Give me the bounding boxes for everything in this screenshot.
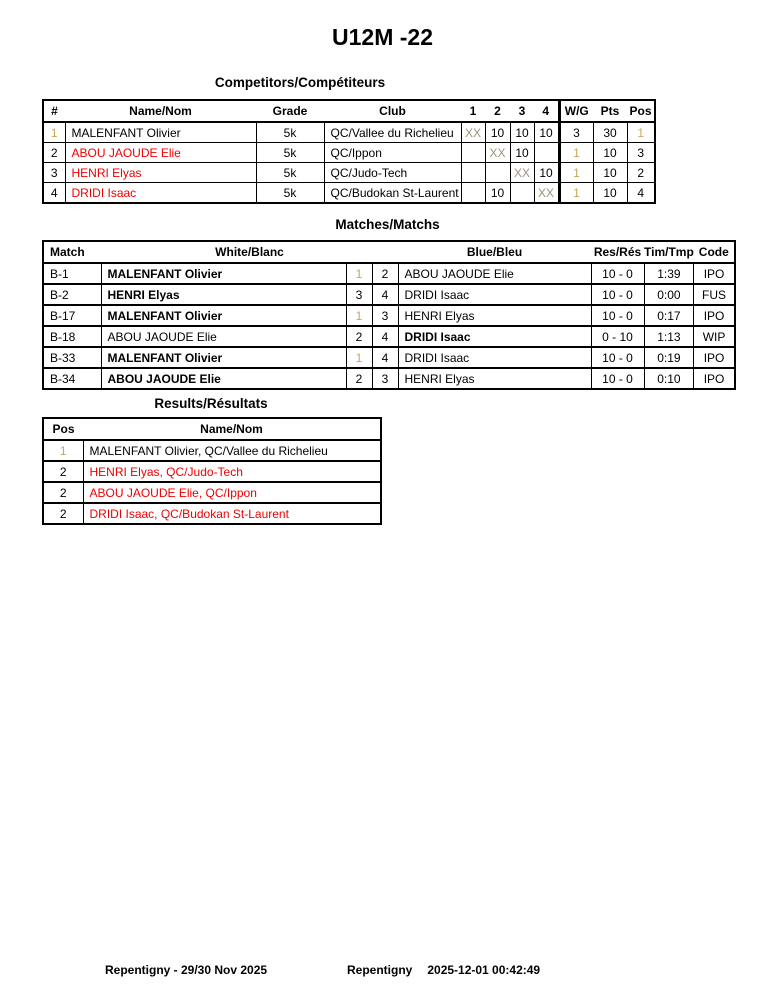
matches-table <box>42 240 736 390</box>
match-id-cell: B-2 <box>43 284 101 305</box>
grid-cell-2 <box>485 163 510 183</box>
time-cell: 0:00 <box>644 284 694 305</box>
code-cell: IPO <box>694 305 735 326</box>
result-cell: 10 - 0 <box>591 263 644 284</box>
grid-cell-4: 10 <box>534 122 559 143</box>
white-header: White/Blanc <box>101 241 398 263</box>
wins-cell: 1 <box>559 143 593 163</box>
competitors-table <box>42 99 656 204</box>
page-title: U12M -22 <box>332 24 433 50</box>
points-header: Pts <box>593 100 627 122</box>
time-cell: 0:10 <box>644 368 694 389</box>
grid-cell-2: 10 <box>485 122 510 143</box>
position-cell: 2 <box>627 163 655 183</box>
white-name-cell: ABOU JAOUDE Elie <box>101 368 346 389</box>
club-cell: QC/Budokan St-Laurent <box>324 183 461 204</box>
code-cell: WIP <box>694 326 735 347</box>
result-row <box>43 503 381 524</box>
blue-number-cell: 3 <box>372 368 398 389</box>
competitor-name-cell: DRIDI Isaac <box>65 183 256 204</box>
club-cell: QC/Vallee du Richelieu <box>324 122 461 143</box>
grid-cell-3: 10 <box>510 143 534 163</box>
blue-number-cell: 4 <box>372 326 398 347</box>
white-name-cell: MALENFANT Olivier <box>101 305 346 326</box>
club-header: Club <box>324 100 461 122</box>
blue-name-cell: DRIDI Isaac <box>398 347 591 368</box>
grid-cell-1 <box>461 183 485 204</box>
position-cell: 2 <box>43 503 83 524</box>
blue-name-cell: DRIDI Isaac <box>398 326 591 347</box>
match-row <box>43 263 735 284</box>
results-table <box>42 417 382 525</box>
competitor-number-cell: 3 <box>43 163 65 183</box>
name-header: Name/Nom <box>65 100 256 122</box>
venue-text: Repentigny <box>347 963 413 977</box>
result-row <box>43 440 381 461</box>
grid-cell-3 <box>510 183 534 204</box>
blue-name-cell: ABOU JAOUDE Elie <box>398 263 591 284</box>
white-name-cell: MALENFANT Olivier <box>101 263 346 284</box>
competitor-row <box>43 163 655 183</box>
match-row <box>43 284 735 305</box>
wins-cell: 1 <box>559 183 593 204</box>
position-header: Pos <box>627 100 655 122</box>
position-cell: 1 <box>627 122 655 143</box>
grade-cell: 5k <box>256 163 324 183</box>
grid-cell-1 <box>461 143 485 163</box>
position-cell: 1 <box>43 440 83 461</box>
position-cell: 2 <box>43 461 83 482</box>
results-section-heading: Results/Résultats <box>154 396 268 411</box>
match-row <box>43 305 735 326</box>
match-id-cell: B-17 <box>43 305 101 326</box>
result-name-cell: DRIDI Isaac, QC/Budokan St-Laurent <box>83 503 381 524</box>
competitor-row <box>43 183 655 204</box>
blue-number-cell: 2 <box>372 263 398 284</box>
competitor-name-cell: ABOU JAOUDE Elie <box>65 143 256 163</box>
competitor-row <box>43 122 655 143</box>
points-cell: 10 <box>593 163 627 183</box>
result-header: Res/Rés <box>591 241 644 263</box>
match-id-cell: B-18 <box>43 326 101 347</box>
wins-cell: 3 <box>559 122 593 143</box>
competitor-name-cell: HENRI Elyas <box>65 163 256 183</box>
code-cell: IPO <box>694 347 735 368</box>
wins-cell: 1 <box>559 163 593 183</box>
time-cell: 0:17 <box>644 305 694 326</box>
competitor-name-cell: MALENFANT Olivier <box>65 122 256 143</box>
grade-cell: 5k <box>256 122 324 143</box>
white-name-cell: HENRI Elyas <box>101 284 346 305</box>
position-header: Pos <box>43 418 83 440</box>
result-row <box>43 461 381 482</box>
result-name-cell: HENRI Elyas, QC/Judo-Tech <box>83 461 381 482</box>
points-cell: 30 <box>593 122 627 143</box>
blue-number-cell: 4 <box>372 347 398 368</box>
white-number-cell: 3 <box>346 284 372 305</box>
club-cell: QC/Judo-Tech <box>324 163 461 183</box>
position-cell: 3 <box>627 143 655 163</box>
points-cell: 10 <box>593 143 627 163</box>
event-date-text: Repentigny - 29/30 Nov 2025 <box>105 963 268 977</box>
grid-header-1: 1 <box>461 100 485 122</box>
grid-header-3: 3 <box>510 100 534 122</box>
grid-cell-1: XX <box>461 122 485 143</box>
blue-name-cell: DRIDI Isaac <box>398 284 591 305</box>
white-number-cell: 2 <box>346 326 372 347</box>
result-name-cell: MALENFANT Olivier, QC/Vallee du Richelieu <box>83 440 381 461</box>
result-name-cell: ABOU JAOUDE Elie, QC/Ippon <box>83 482 381 503</box>
blue-name-cell: HENRI Elyas <box>398 368 591 389</box>
blue-header: Blue/Bleu <box>398 241 591 263</box>
grid-cell-4: XX <box>534 183 559 204</box>
match-row <box>43 347 735 368</box>
grade-header: Grade <box>256 100 324 122</box>
time-cell: 1:13 <box>644 326 694 347</box>
result-cell: 10 - 0 <box>591 284 644 305</box>
white-number-cell: 1 <box>346 347 372 368</box>
white-number-cell: 1 <box>346 305 372 326</box>
result-cell: 10 - 0 <box>591 305 644 326</box>
match-row <box>43 368 735 389</box>
points-cell: 10 <box>593 183 627 204</box>
grid-cell-1 <box>461 163 485 183</box>
result-cell: 10 - 0 <box>591 347 644 368</box>
match-id-cell: B-34 <box>43 368 101 389</box>
grid-cell-4 <box>534 143 559 163</box>
code-cell: FUS <box>694 284 735 305</box>
white-number-cell: 1 <box>346 263 372 284</box>
grid-header-4: 4 <box>534 100 559 122</box>
competitor-number-cell: 4 <box>43 183 65 204</box>
grade-cell: 5k <box>256 143 324 163</box>
matches-header-row <box>43 241 735 263</box>
datetime-text: 2025-12-01 00:42:49 <box>427 963 541 977</box>
wins-header: W/G <box>559 100 593 122</box>
result-row <box>43 482 381 503</box>
grid-cell-3: 10 <box>510 122 534 143</box>
code-cell: IPO <box>694 368 735 389</box>
time-cell: 0:19 <box>644 347 694 368</box>
white-number-cell: 2 <box>346 368 372 389</box>
results-header-row <box>43 418 381 440</box>
time-cell: 1:39 <box>644 263 694 284</box>
position-cell: 4 <box>627 183 655 204</box>
competitor-row <box>43 143 655 163</box>
time-header: Tim/Tmp <box>644 241 694 263</box>
match-row <box>43 326 735 347</box>
grade-cell: 5k <box>256 183 324 204</box>
code-header: Code <box>694 241 735 263</box>
grid-cell-2: 10 <box>485 183 510 204</box>
number-header: # <box>43 100 65 122</box>
match-header: Match <box>43 241 101 263</box>
position-cell: 2 <box>43 482 83 503</box>
competitors-header-row <box>43 100 655 122</box>
blue-name-cell: HENRI Elyas <box>398 305 591 326</box>
club-cell: QC/Ippon <box>324 143 461 163</box>
competitor-number-cell: 1 <box>43 122 65 143</box>
competitors-section-heading: Competitors/Compétiteurs <box>214 75 386 90</box>
competitor-number-cell: 2 <box>43 143 65 163</box>
grid-header-2: 2 <box>485 100 510 122</box>
white-name-cell: ABOU JAOUDE Elie <box>101 326 346 347</box>
grid-cell-4: 10 <box>534 163 559 183</box>
result-cell: 0 - 10 <box>591 326 644 347</box>
match-id-cell: B-1 <box>43 263 101 284</box>
grid-cell-3: XX <box>510 163 534 183</box>
code-cell: IPO <box>694 263 735 284</box>
result-cell: 10 - 0 <box>591 368 644 389</box>
white-name-cell: MALENFANT Olivier <box>101 347 346 368</box>
grid-cell-2: XX <box>485 143 510 163</box>
name-header: Name/Nom <box>83 418 381 440</box>
blue-number-cell: 3 <box>372 305 398 326</box>
print-timestamp <box>347 963 540 977</box>
blue-number-cell: 4 <box>372 284 398 305</box>
match-id-cell: B-33 <box>43 347 101 368</box>
matches-section-heading: Matches/Matchs <box>335 217 440 232</box>
